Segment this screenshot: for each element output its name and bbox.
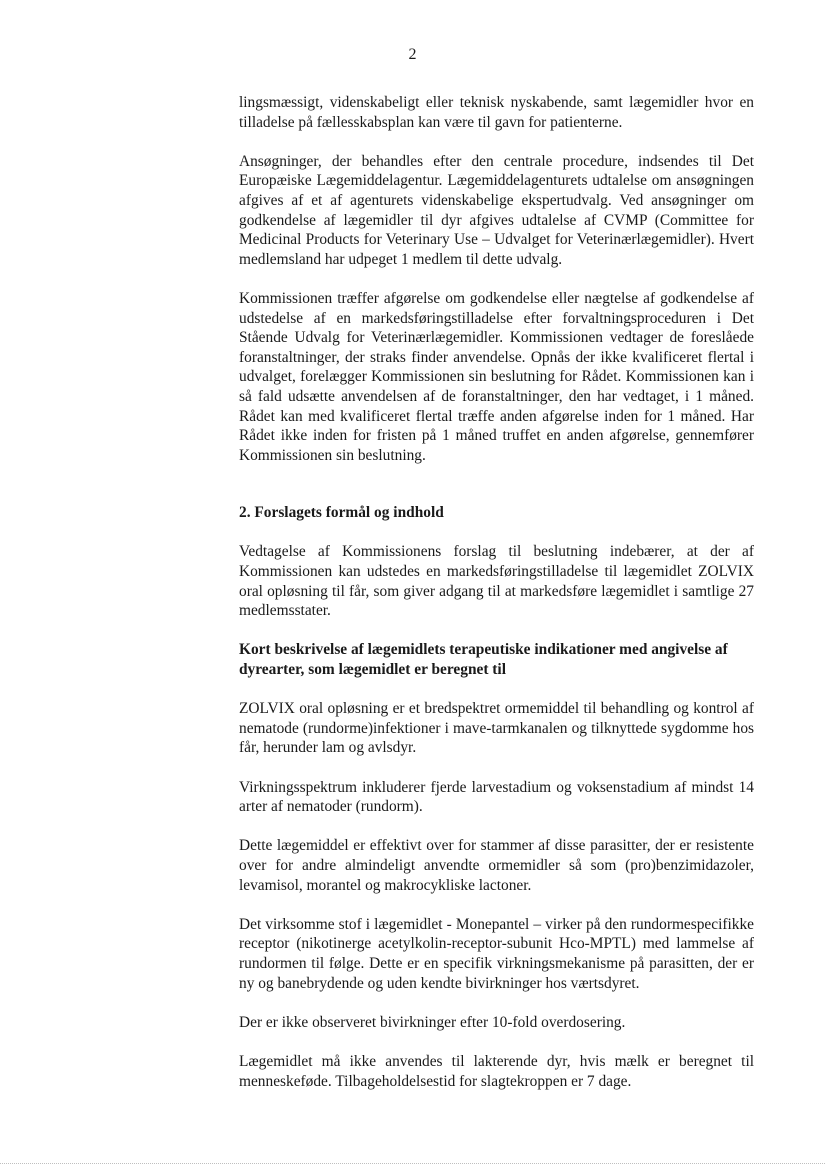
subheading: Kort beskrivelse af lægemidlets terapeutiske indikationer med angivelse af dyrearter, som lægemidlet er beregnet til <box>239 641 728 679</box>
scan-edge-divider <box>0 1163 825 1164</box>
paragraph-details-4: Det virksomme stof i lægemidlet - Monepantel – virker på den rundormespecifikke receptor (nikotinerge acetylkolin-receptor-subunit Hco-MPTL) med lammelse af rundormen til følge. Dette er en specifik virkningsmekanisme på parasitten, der er ny og banebrydende og uden kendte bivirkninger hos værtsdyret. <box>239 915 754 992</box>
paragraph-details-3: Dette lægemiddel er effektivt over for stammer af disse parasitter, der er resistente over for andre almindeligt anvendte ormemidler så som (pro)benzimidazoler, levamisol, morantel og makrocykliske lactoner. <box>239 837 754 894</box>
paragraph-intro-3: Kommissionen træffer afgørelse om godkendelse eller nægtelse af godkendelse af udstedelse af en markedsføringstilladelse efter forvaltningsproceduren i Det Stående Udvalg for Veterinærlægemidler. Kommissionen vedtager de foreslåede foranstaltninger, der straks finder anvendelse. Opnås der ikke kvalificeret flertal i udvalget, forelægger Kommissionen sin beslutning for Rådet. Kommissionen kan i så fald udsætte anvendelsen af de foranstaltninger, den har vedtaget, i 1 måned. Rådet kan med kvalificeret flertal træffe anden afgørelse inden for 1 måned. Har Rådet ikke inden for fristen på 1 måned truffet en anden afgørelse, gennemfører Kommissionen sin beslutning. <box>239 289 754 464</box>
paragraph-details-5: Der er ikke observeret bivirkninger efter 10-fold overdosering. <box>239 1013 626 1031</box>
paragraph-details-1: ZOLVIX oral opløsning er et bredspektret ormemiddel til behandling og kontrol af nematode (rundorme)infektioner i mave-tarmkanalen og tilknyttede sygdomme hos får, herunder lam og avlsdyr. <box>239 700 754 757</box>
section-paragraph: Vedtagelse af Kommissionens forslag til beslutning indebærer, at der af Kommissionen kan udstedes en markedsføringstilladelse til lægemidlet ZOLVIX oral opløsning til får, som giver adgang til at markedsføre lægemidlet i samtlige 27 medlemsstater. <box>239 543 754 620</box>
paragraph-details-6: Lægemidlet må ikke anvendes til lakterende dyr, hvis mælk er beregnet til menneskeføde. Tilbageholdelsestid for slagtekroppen er 7 dage. <box>239 1052 754 1090</box>
page-number: 2 <box>408 46 417 63</box>
paragraph-intro-2: Ansøgninger, der behandles efter den centrale procedure, indsendes til Det Europæiske Lægemiddelagentur. Lægemiddelagenturets udtalelse om ansøgningen afgives af et af agenturets videnskabelige ekspertudvalg. Ved ansøgninger om godkendelse af lægemidler til dyr afgives udtalelse af CVMP (Committee for Medicinal Products for Veterinary Use – Udvalget for Veterinærlægemidler). Hvert medlemsland har udpeget 1 medlem til dette udvalg. <box>239 152 754 268</box>
section-heading: 2. Forslagets formål og indhold <box>239 504 444 522</box>
paragraph-intro-1: lingsmæssigt, videnskabeligt eller teknisk nyskabende, samt lægemidler hvor en tilladelse på fællesskabsplan kan være til gavn for patienterne. <box>239 94 754 131</box>
document-body <box>239 93 754 1111</box>
paragraph-details-2: Virkningsspektrum inkluderer fjerde larvestadium og voksenstadium af mindst 14 arter af nematoder (rundorm). <box>239 778 754 816</box>
